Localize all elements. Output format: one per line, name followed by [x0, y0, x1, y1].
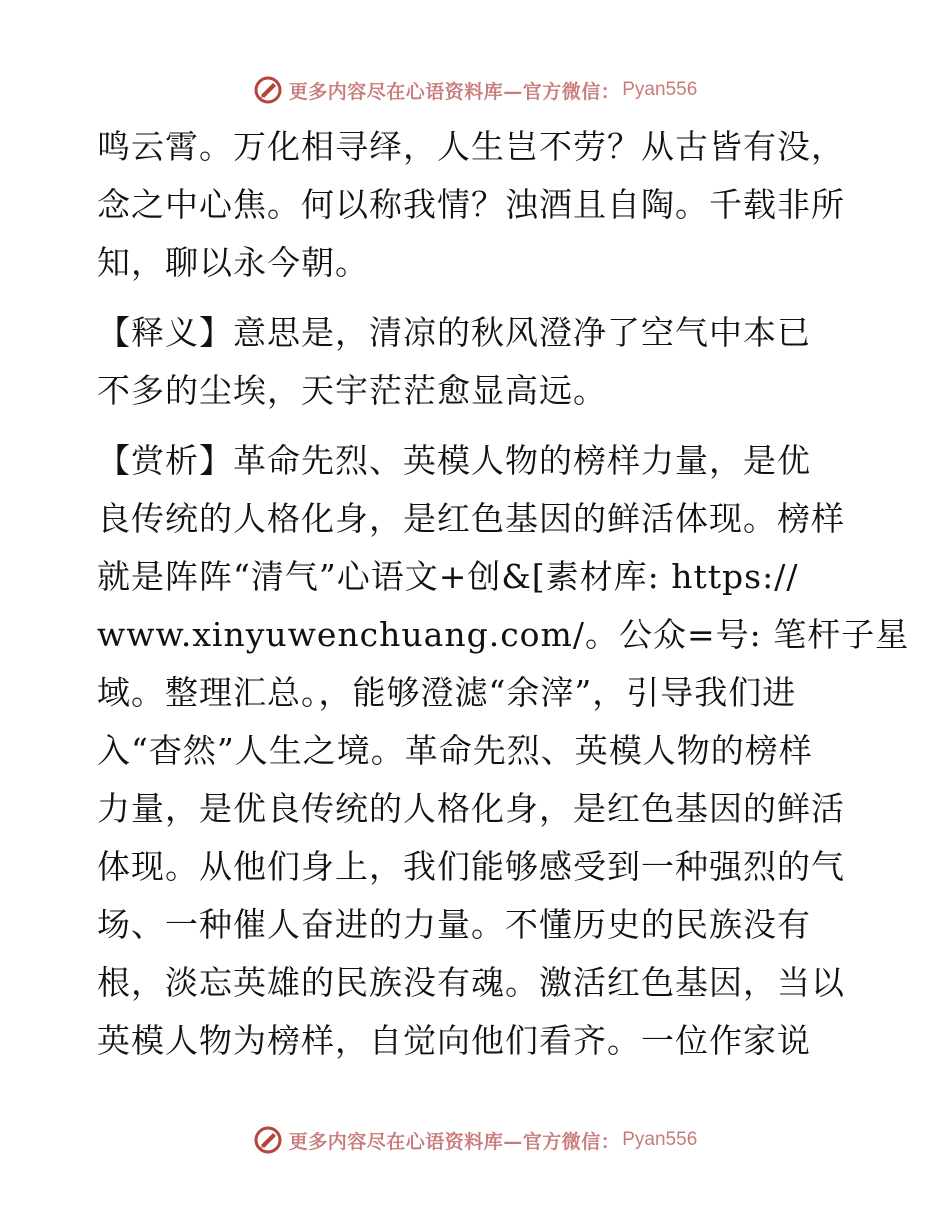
document-body [97, 118, 910, 1070]
text-line: 力量，是优良传统的人格化身，是红色基因的鲜活 [97, 789, 845, 828]
text-line: 不多的尘埃，天宇茫茫愈显高远。 [97, 371, 607, 410]
header-wechat-id: Pyan556 [622, 79, 698, 100]
text-line: 根，淡忘英雄的民族没有魂。激活红色基因，当以 [97, 963, 845, 1002]
brand-logo-icon [253, 75, 283, 105]
text-line: 入“杳然”人生之境。革命先烈、英模人物的榜样 [97, 731, 813, 770]
header-banner [0, 72, 950, 108]
text-line: 场、一种催人奋进的力量。不懂历史的民族没有 [97, 905, 811, 944]
text-line: 【释义】意思是，清凉的秋风澄净了空气中本已 [97, 313, 811, 352]
text-line: 知，聊以永今朝。 [97, 243, 369, 282]
text-line: 念之中心焦。何以称我情？浊酒且自陶。千载非所 [97, 185, 845, 224]
text-line: 域。整理汇总。，能够澄滤“余滓”，引导我们进 [97, 673, 797, 712]
text-line: 【赏析】革命先烈、英模人物的榜样力量，是优 [97, 441, 811, 480]
brand-logo-icon [253, 1125, 283, 1155]
text-line: 英模人物为榜样，自觉向他们看齐。一位作家说 [97, 1021, 811, 1060]
footer-text: 更多内容尽在心语资料库—官方微信： [288, 1130, 621, 1153]
text-line: 体现。从他们身上，我们能够感受到一种强烈的气 [97, 847, 845, 886]
text-line: www.xinyuwenchuang.com/。公众=号: 笔杆子星 [97, 615, 910, 654]
footer-wechat-id: Pyan556 [622, 1129, 698, 1150]
paragraph-appreciation [97, 432, 910, 1070]
text-line: 良传统的人格化身，是红色基因的鲜活体现。榜样 [97, 499, 845, 538]
text-line: 就是阵阵“清气”心语文+创&[素材库: https:// [97, 557, 799, 596]
paragraph-interpretation [97, 304, 857, 420]
footer-banner [0, 1122, 950, 1158]
paragraph-poem [97, 118, 857, 292]
text-line: 鸣云霄。万化相寻绎，人生岂不劳？从古皆有没， [97, 127, 845, 166]
header-text: 更多内容尽在心语资料库—官方微信： [288, 80, 621, 103]
